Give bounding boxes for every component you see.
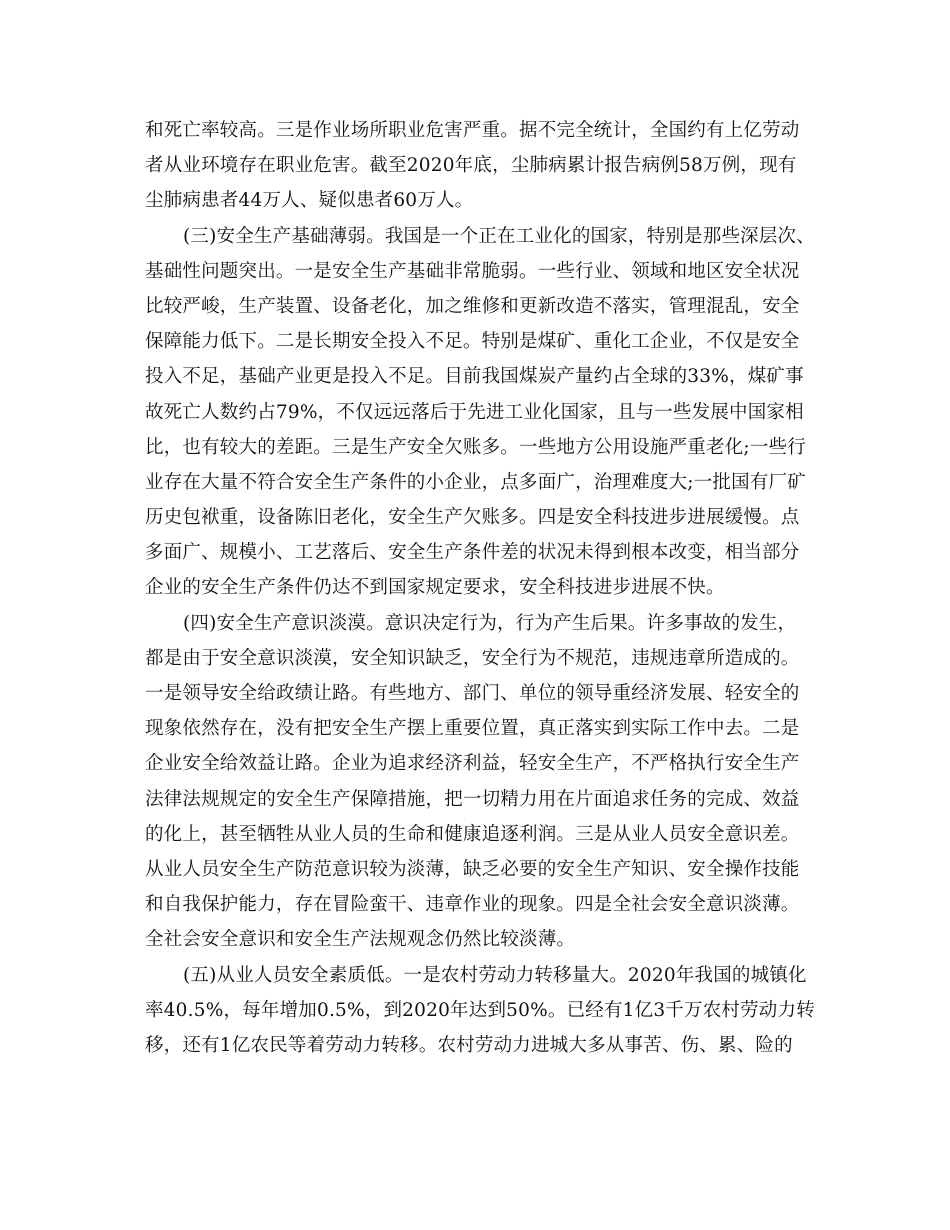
document-body xyxy=(145,113,815,1063)
text-line: 基础性问题突出。一是安全生产基础非常脆弱。一些行业、领域和地区安全状况 xyxy=(145,260,800,282)
text-line: 一是领导安全给政绩让路。有些地方、部门、单位的领导重经济发展、轻安全的 xyxy=(145,683,800,704)
text-line: 的化上，甚至牺牲从业人员的生命和健康追逐利润。三是从业人员安全意识差。 xyxy=(145,823,800,845)
text-line: 从业人员安全生产防范意识较为淡薄，缺乏必要的安全生产知识、安全操作技能 xyxy=(145,858,800,880)
text-line: 比较严峻，生产装置、设备老化，加之维修和更新改造不落实，管理混乱，安全 xyxy=(145,295,800,317)
text-line: 尘肺病患者44万人、疑似患者60万人。 xyxy=(145,190,474,212)
text-line: 移，还有1亿农民等着劳动力转移。农村劳动力进城大多从事苦、伤、累、险的 xyxy=(145,1034,793,1056)
text-line: 者从业环境存在职业危害。截至2020年底，尘肺病累计报告病例58万例，现有 xyxy=(145,155,797,177)
text-line: 和自我保护能力，存在冒险蛮干、违章作业的现象。四是全社会安全意识淡薄。 xyxy=(145,894,800,916)
text-line: 历史包袱重，设备陈旧老化，安全生产欠账多。四是安全科技进步进展缓慢。点 xyxy=(145,507,800,529)
paragraph-start-line: (五)从业人员安全素质低。一是农村劳动力转移量大。2020年我国的城镇化 xyxy=(183,964,807,986)
text-line: 现象依然存在，没有把安全生产摆上重要位置，真正落实到实际工作中去。二是 xyxy=(145,718,800,740)
text-line: 投入不足，基础产业更是投入不足。目前我国煤炭产量约占全球的33%，煤矿事 xyxy=(145,366,804,388)
text-line: 保障能力低下。二是长期安全投入不足。特别是煤矿、重化工企业，不仅是安全 xyxy=(145,331,800,353)
text-line: 多面广、规模小、工艺落后、安全生产条件差的状况未得到根本改变，相当部分 xyxy=(145,542,800,564)
text-line: 故死亡人数约占79%，不仅远远落后于先进工业化国家，且与一些发展中国家相 xyxy=(145,401,804,423)
paragraph-start-line: (四)安全生产意识淡漠。意识决定行为，行为产生后果。许多事故的发生， xyxy=(183,612,797,634)
text-line: 企业的安全生产条件仍达不到国家规定要求，安全科技进步进展不快。 xyxy=(145,577,725,599)
text-line: 都是由于安全意识淡漠，安全知识缺乏，安全行为不规范，违规违章所造成的。 xyxy=(145,647,800,669)
text-line: 率40.5%，每年增加0.5%，到2020年达到50%。已经有1亿3千万农村劳动力转 xyxy=(145,999,815,1021)
text-line: 全社会安全意识和安全生产法规观念仍然比较淡薄。 xyxy=(145,929,576,951)
text-line: 企业安全给效益让路。企业为追求经济利益，轻安全生产，不严格执行安全生产 xyxy=(145,753,800,775)
text-line: 比，也有较大的差距。三是生产安全欠账多。一些地方公用设施严重老化;一些行 xyxy=(145,436,806,458)
text-line: 和死亡率较高。三是作业场所职业危害严重。据不完全统计，全国约有上亿劳动 xyxy=(145,120,800,141)
text-line: 法律法规规定的安全生产保障措施，把一切精力用在片面追求任务的完成、效益 xyxy=(145,788,800,810)
paragraph-start-line: (三)安全生产基础薄弱。我国是一个正在工业化的国家，特别是那些深层次、 xyxy=(183,225,815,247)
text-line: 业存在大量不符合安全生产条件的小企业，点多面广，治理难度大;一批国有厂矿 xyxy=(145,471,806,493)
